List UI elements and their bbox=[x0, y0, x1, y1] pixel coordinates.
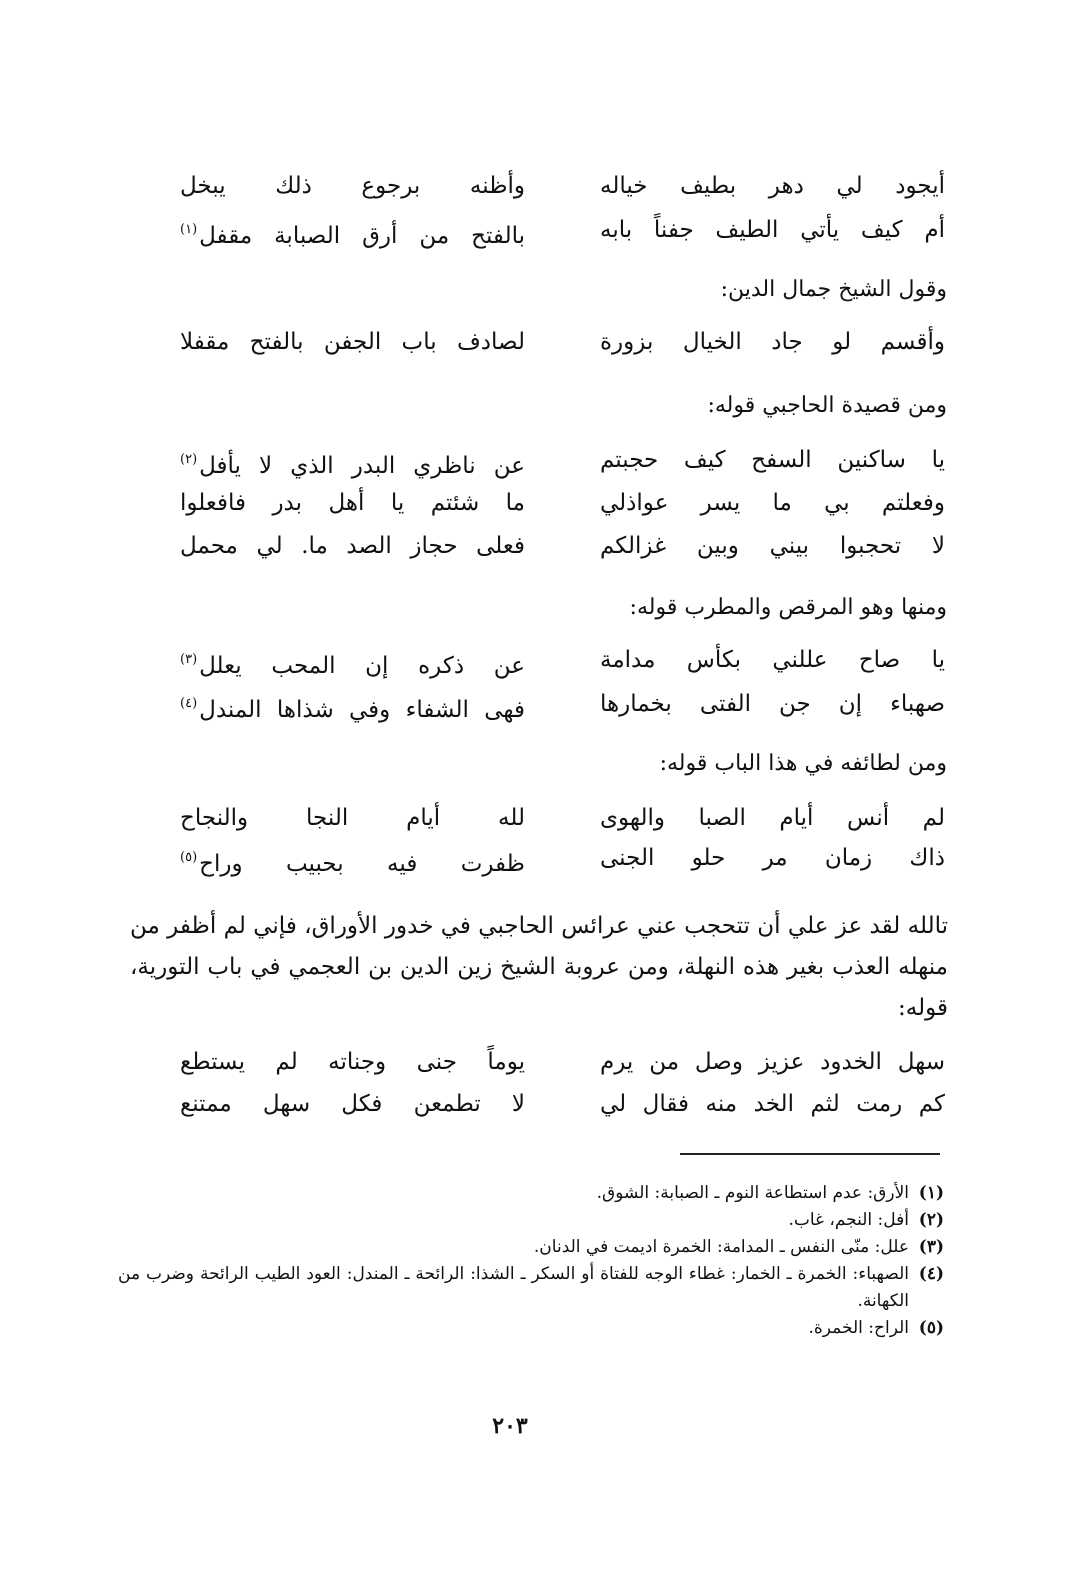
verse-line bbox=[150, 640, 945, 680]
hemistich-text: ظفرت فيه بحبيب وراح bbox=[199, 851, 525, 877]
footnote bbox=[118, 1261, 944, 1315]
verse-second-hemistich bbox=[180, 440, 525, 486]
footnote-text: أفل: النجم، غاب. bbox=[788, 1210, 909, 1230]
footnote-number: (٣) bbox=[918, 1237, 944, 1257]
verse-first-hemistich: وأقسم لو جاد الخيال بزورة bbox=[600, 329, 945, 355]
verse-second-hemistich bbox=[180, 1042, 525, 1082]
footnote bbox=[118, 1315, 944, 1342]
verse-line bbox=[150, 210, 945, 250]
verse-first-hemistich: كم رمت لثم الخد منه فقال لي bbox=[600, 1091, 945, 1117]
hemistich-text: لصادف باب الجفن بالفتح مقفلا bbox=[180, 329, 525, 355]
verse-second-hemistich bbox=[180, 798, 525, 838]
footnote-marker: (١) bbox=[180, 222, 198, 237]
verse-second-hemistich bbox=[180, 483, 525, 523]
verse-second-hemistich bbox=[180, 838, 525, 884]
verse-line bbox=[150, 322, 945, 362]
footnote-number: (٢) bbox=[918, 1210, 944, 1230]
hemistich-text: فهى الشفاء وفي شذاها المندل bbox=[199, 697, 525, 723]
section-intro: ومن قصيدة الحاجبي قوله: bbox=[707, 393, 947, 418]
verse-second-hemistich bbox=[180, 1084, 525, 1124]
verse-line bbox=[150, 483, 945, 523]
hemistich-text: فعلى حجاز الصد ما. لي محمل bbox=[180, 533, 525, 559]
hemistich-text: وأظنه برجوع ذلك يبخل bbox=[180, 173, 525, 199]
footnote-number: (٤) bbox=[918, 1264, 944, 1284]
footnote bbox=[118, 1207, 944, 1234]
footnote-marker: (٣) bbox=[180, 652, 198, 667]
footnote-marker: (٢) bbox=[180, 452, 198, 467]
footnote-number: (٥) bbox=[918, 1318, 944, 1338]
section-intro: ومن لطائفه في هذا الباب قوله: bbox=[659, 751, 947, 776]
verse-second-hemistich bbox=[180, 526, 525, 566]
footnote-text: الراح: الخمرة. bbox=[808, 1318, 909, 1338]
verse-first-hemistich: أم كيف يأتي الطيف جفناً بابه bbox=[600, 217, 945, 243]
verse-line bbox=[150, 684, 945, 724]
verse-first-hemistich: يا صاح عللني بكأس مدامة bbox=[600, 647, 945, 673]
verse-line bbox=[150, 166, 945, 206]
footnote-text: علل: منّى النفس ـ المدامة: الخمرة اديمت في الدنان. bbox=[533, 1237, 909, 1257]
footnote bbox=[118, 1180, 944, 1207]
page-number: ٢٠٣ bbox=[492, 1413, 528, 1439]
hemistich-text: ما شئتم يا أهل بدر فافعلوا bbox=[180, 490, 525, 516]
verse-first-hemistich: ذاك زمان مر حلو الجنى bbox=[600, 845, 945, 871]
verse-first-hemistich: وفعلتم بي ما يسر عواذلي bbox=[600, 490, 945, 516]
hemistich-text: عن ناظري البدر الذي لا يأفل bbox=[199, 453, 525, 479]
verse-line bbox=[150, 1042, 945, 1082]
section-intro: وقول الشيخ جمال الدين: bbox=[720, 277, 947, 302]
hemistich-text: يوماً جنى وجناته لم يستطع bbox=[180, 1049, 525, 1075]
verse-first-hemistich: لم أنس أيام الصبا والهوى bbox=[600, 805, 945, 831]
verse-second-hemistich bbox=[180, 166, 525, 206]
verse-line bbox=[150, 440, 945, 480]
footnote-number: (١) bbox=[918, 1183, 944, 1203]
hemistich-text: لا تطمعن فكل سهل ممتنع bbox=[180, 1091, 525, 1117]
verse-second-hemistich bbox=[180, 640, 525, 686]
footnote-text: الصهباء: الخمرة ـ الخمار: غطاء الوجه للفتاة أو السكر ـ الشذا: الرائحة ـ المندل: العود الطيب الرائحة وضرب من الكهانة. bbox=[118, 1264, 909, 1311]
verse-second-hemistich bbox=[180, 684, 525, 730]
verse-first-hemistich: أيجود لي دهر بطيف خياله bbox=[600, 173, 945, 199]
verse-second-hemistich bbox=[180, 322, 525, 362]
footnote-marker: (٥) bbox=[180, 850, 198, 865]
verse-second-hemistich bbox=[180, 210, 525, 256]
footnotes bbox=[118, 1180, 944, 1342]
prose-paragraph: تالله لقد عز علي أن تتحجب عني عرائس الحاجبي في خدور الأوراق، فإني لم أظفر من منهله العذب بغير هذه النهلة، ومن عروبة الشيخ زين الدين بن العجمي في باب التورية، قوله: bbox=[130, 913, 948, 1021]
hemistich-text: لله أيام النجا والنجاح bbox=[180, 805, 525, 831]
verse-first-hemistich: سهل الخدود عزيز وصل من يرم bbox=[600, 1049, 945, 1075]
verse-first-hemistich: صهباء إن جن الفتى بخمارها bbox=[600, 691, 945, 717]
footnote-separator bbox=[680, 1153, 940, 1155]
hemistich-text: بالفتح من أرق الصبابة مقفل bbox=[199, 223, 525, 249]
verse-first-hemistich: يا ساكنين السفح كيف حجبتم bbox=[600, 447, 945, 473]
hemistich-text: عن ذكره إن المحب يعلل bbox=[199, 653, 525, 679]
verse-first-hemistich: لا تحجبوا بيني وبين غزالكم bbox=[600, 533, 945, 559]
footnote-text: الأرق: عدم استطاعة النوم ـ الصبابة: الشوق. bbox=[596, 1183, 909, 1203]
verse-line bbox=[150, 1084, 945, 1124]
footnote-marker: (٤) bbox=[180, 696, 198, 711]
verse-line bbox=[150, 526, 945, 566]
verse-line bbox=[150, 798, 945, 838]
footnote bbox=[118, 1234, 944, 1261]
verse-line bbox=[150, 838, 945, 878]
section-intro: ومنها وهو المرقص والمطرب قوله: bbox=[629, 595, 947, 620]
